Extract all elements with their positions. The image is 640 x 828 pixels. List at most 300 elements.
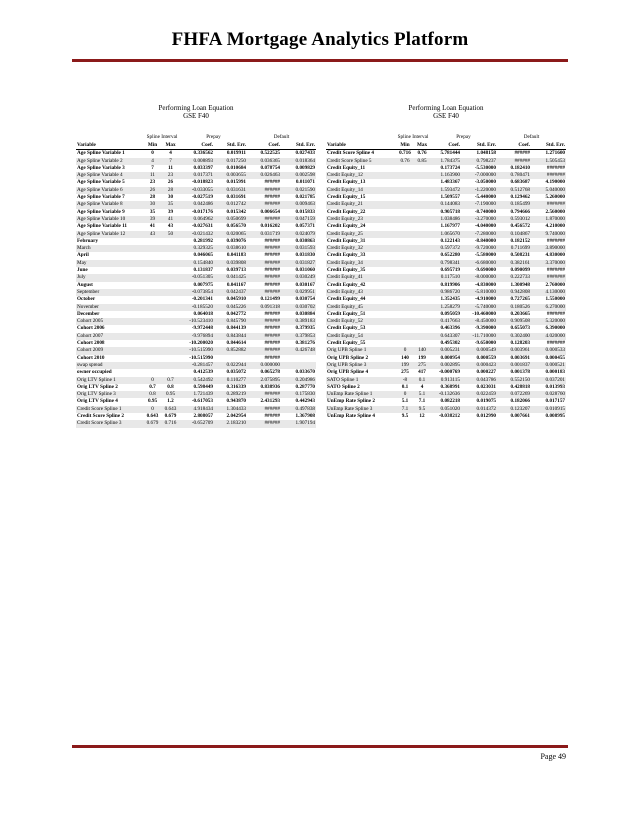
value-cell: ####### [546, 164, 565, 171]
value-cell [281, 355, 316, 362]
value-cell: 0.000549 [461, 347, 497, 354]
value-cell: 0.017250 [214, 158, 247, 165]
value-cell: 1.907194 [281, 420, 316, 427]
variable-name-cell: Age Spline Variable 2 [76, 158, 144, 165]
column-header: Std. Err. [461, 142, 497, 150]
value-cell: 0.010684 [226, 164, 246, 171]
value-cell: -8.840000 [474, 237, 496, 244]
value-cell: 0.001378 [510, 369, 530, 376]
value-cell: 140 [401, 354, 409, 361]
variable-name-cell: Credit Equity_53 [327, 325, 366, 332]
value-cell: 9.5 [414, 406, 430, 413]
table-row [76, 260, 316, 267]
value-cell: 0.144083 [430, 201, 461, 208]
value-cell [161, 325, 180, 332]
value-cell: 140 [414, 347, 430, 354]
value-cell: 0.016202 [260, 223, 280, 230]
value-cell: ###### [264, 252, 280, 259]
value-cell: 0.064018 [193, 310, 213, 317]
variable-name-cell: Credit Equity_32 [326, 245, 396, 252]
value-cell: 0.131837 [193, 267, 213, 274]
table-row [76, 391, 316, 398]
variable-name-cell: May [76, 260, 144, 267]
value-cell: 0.019911 [226, 150, 246, 157]
variable-name-cell: February [77, 237, 99, 244]
value-cell: -9.650000 [474, 340, 496, 347]
value-cell [396, 209, 414, 216]
value-cell: ###### [264, 267, 280, 274]
value-cell [396, 223, 414, 230]
table-row [76, 252, 316, 259]
value-cell: -8.740000 [474, 208, 496, 215]
value-cell: 1.065670 [430, 231, 461, 238]
value-cell: 0.110277 [214, 377, 247, 384]
value-cell: -0.033055 [180, 187, 214, 194]
value-cell: ###### [247, 318, 281, 325]
value-cell: 1.483367 [440, 179, 460, 186]
column-header-row [76, 142, 316, 150]
variable-name-cell: Orig LTV Spline 3 [76, 391, 144, 398]
value-cell: 0.031631 [214, 187, 247, 194]
value-cell [281, 362, 316, 369]
value-cell: 11 [144, 172, 161, 179]
table-row [326, 413, 566, 420]
value-cell: ####### [531, 201, 566, 208]
value-cell: 1.550000 [545, 296, 565, 303]
variable-name-cell: Cohort 2010 [77, 354, 105, 361]
value-cell: 0.031691 [226, 194, 246, 201]
value-cell: 0.655073 [510, 325, 530, 332]
value-cell: 0.281992 [193, 237, 213, 244]
value-cell: ###### [264, 310, 280, 317]
variable-name-cell: Credit Equity_52 [326, 318, 396, 325]
value-cell [396, 260, 414, 267]
value-cell: 0.716 [399, 150, 411, 157]
table-row [76, 209, 316, 216]
variable-name-cell: October [77, 296, 96, 303]
variable-name-cell: Age Spline Variable 4 [76, 172, 144, 179]
value-cell [144, 260, 161, 267]
value-cell [144, 325, 161, 332]
value-cell: 0.041167 [226, 281, 246, 288]
value-cell [414, 267, 430, 274]
value-cell: -7.280000 [461, 231, 497, 238]
value-cell: 0.593012 [497, 216, 531, 223]
value-cell: 0.913115 [430, 377, 461, 384]
value-cell: 0.056570 [226, 223, 246, 230]
table-row [326, 172, 566, 179]
value-cell [144, 333, 161, 340]
variable-name-cell: SATO Spline 2 [327, 383, 360, 390]
value-cell: 0.679 [144, 420, 161, 427]
value-cell: 0.000000 [247, 362, 281, 369]
value-cell [396, 238, 414, 245]
value-cell: 0.002895 [430, 362, 461, 369]
value-cell: 2.808057 [193, 412, 213, 419]
value-cell: 0.117510 [430, 274, 461, 281]
table-row [76, 194, 316, 201]
value-cell: ###### [264, 237, 280, 244]
value-cell: 1.163900 [430, 172, 461, 179]
value-cell: 0.711699 [497, 245, 531, 252]
value-cell: 2.560000 [545, 208, 565, 215]
value-cell: 0.643 [161, 406, 180, 413]
value-cell: 0.679 [164, 412, 177, 419]
value-cell: 0.000227 [476, 369, 496, 376]
value-cell: 0.497838 [281, 406, 316, 413]
value-cell [414, 333, 430, 340]
value-cell: 0.007975 [193, 281, 213, 288]
table-body-left [76, 150, 316, 428]
value-cell [396, 172, 414, 179]
value-cell: 39 [144, 216, 161, 223]
value-cell [144, 304, 161, 311]
value-cell: 1.784375 [430, 158, 461, 165]
value-cell [414, 172, 430, 179]
value-cell: 1.367908 [295, 412, 315, 419]
table-row [76, 384, 316, 391]
value-cell: 0.289219 [214, 391, 247, 398]
value-cell: ####### [546, 310, 565, 317]
value-cell: 0.042486 [180, 201, 214, 208]
variable-name-cell: Credit Equity_54 [326, 333, 396, 340]
value-cell: 0.000183 [545, 369, 565, 376]
table-row [76, 325, 316, 332]
panel-title: Performing Loan Equation [408, 104, 484, 112]
variable-name-cell: July [76, 274, 144, 281]
value-cell: 275 [414, 362, 430, 369]
panel-subtitle: GSE F40 [433, 112, 459, 120]
value-cell [414, 179, 430, 186]
value-cell: 4.130000 [531, 289, 566, 296]
value-cell: 23 [149, 179, 156, 186]
variable-name-cell: September [76, 289, 144, 296]
value-cell [144, 296, 161, 303]
value-cell: 0.003691 [510, 354, 530, 361]
value-cell: 0.017371 [180, 172, 214, 179]
column-header: Variable [326, 142, 396, 150]
variable-name-cell: Age Spline Variable 7 [77, 194, 125, 201]
value-cell: 1.505453 [531, 158, 566, 165]
table-row [76, 201, 316, 208]
value-cell [414, 216, 430, 223]
value-cell: 0.943870 [226, 398, 246, 405]
variable-name-cell: UnEmp Rate Spline 3 [326, 406, 396, 413]
right-panel [326, 104, 566, 420]
variable-name-cell: Credit Equity_45 [326, 304, 396, 311]
value-cell: 0.050699 [214, 216, 247, 223]
value-cell: -0.281457 [180, 362, 214, 369]
variable-name-cell: Cohort 2005 [76, 318, 144, 325]
value-cell: 0.986720 [430, 289, 461, 296]
table-row [326, 384, 566, 391]
value-cell: -0.021432 [180, 231, 214, 238]
value-cell: ###### [247, 245, 281, 252]
value-cell [396, 318, 414, 325]
variable-name-cell: Orig LTV Spline 4 [77, 398, 118, 405]
value-cell: 0.031719 [247, 231, 281, 238]
value-cell [414, 223, 430, 230]
title-rule [72, 59, 568, 62]
value-cell: 4 [144, 158, 161, 165]
value-cell: 0.030249 [281, 274, 316, 281]
value-cell: ###### [247, 274, 281, 281]
value-cell: 0.7 [161, 377, 180, 384]
value-cell: 7.1 [418, 398, 426, 405]
footer-rule [72, 745, 568, 748]
value-cell: 0.844139 [226, 325, 246, 332]
value-cell: -5.740000 [461, 304, 497, 311]
table-row [326, 223, 566, 230]
table-row [76, 282, 316, 289]
value-cell: 0.597372 [430, 245, 461, 252]
value-cell: 0.042437 [214, 289, 247, 296]
value-cell: -0.073854 [180, 289, 214, 296]
value-cell: 2.075895 [247, 377, 281, 384]
value-cell: 0.128203 [510, 340, 530, 347]
value-cell: 0.015833 [295, 208, 315, 215]
table-row [326, 238, 566, 245]
value-cell: -11.710000 [461, 333, 497, 340]
value-cell: 0.015991 [226, 179, 246, 186]
value-cell: 0.727265 [510, 296, 530, 303]
value-cell: 0.85 [414, 158, 430, 165]
value-cell: 0.030884 [295, 310, 315, 317]
value-cell: ###### [264, 281, 280, 288]
value-cell [144, 282, 161, 289]
variable-name-cell: Credit Equity_33 [327, 252, 366, 259]
value-cell: 0.204986 [281, 377, 316, 384]
variable-name-cell: Orig UPB Spline 3 [326, 362, 396, 369]
variable-name-cell: Credit Equity_14 [326, 187, 396, 194]
variable-name-cell: Credit Equity_35 [327, 267, 366, 274]
value-cell [414, 165, 430, 172]
value-cell: ###### [247, 391, 281, 398]
value-cell: -0.038212 [438, 412, 460, 419]
value-cell: 1.593472 [430, 187, 461, 194]
variable-name-cell: Credit Equity_44 [327, 296, 366, 303]
value-cell: 3.890000 [531, 245, 566, 252]
value-cell: -5.440000 [474, 194, 496, 201]
column-header: Min [396, 142, 414, 150]
value-cell: 0.95 [161, 391, 180, 398]
value-cell: 0.287770 [295, 383, 315, 390]
value-cell: -10.515990 [180, 347, 214, 354]
table-row [76, 245, 316, 252]
value-cell: 0.007661 [510, 412, 530, 419]
table-row [76, 413, 316, 420]
value-cell [396, 179, 414, 186]
value-cell: -0.185520 [180, 304, 214, 311]
value-cell: -9.972448 [191, 325, 213, 332]
variable-name-cell: November [76, 304, 144, 311]
variable-name-cell: Age Spline Variable 11 [77, 223, 128, 230]
variable-name-cell: Credit Equity_41 [326, 274, 396, 281]
value-cell: 0.037201 [531, 377, 566, 384]
value-cell [144, 340, 161, 347]
variable-name-cell: Age Spline Variable 1 [77, 150, 125, 157]
value-cell: 1.167977 [440, 223, 460, 230]
value-cell [161, 274, 180, 281]
table-row [76, 398, 316, 405]
value-cell: 30 [167, 194, 174, 201]
value-cell: 0.182152 [510, 237, 530, 244]
value-cell [396, 289, 414, 296]
value-cell [414, 340, 430, 347]
value-cell: 9.740000 [531, 231, 566, 238]
value-cell: 0.942808 [497, 289, 531, 296]
value-cell: 0.006654 [260, 208, 280, 215]
variable-name-cell: Credit Equity_34 [326, 260, 396, 267]
variable-name-cell: Credit Equity_21 [326, 201, 396, 208]
value-cell: -8 [396, 377, 414, 384]
table-row [326, 377, 566, 384]
value-cell [144, 362, 161, 369]
table-row [326, 347, 566, 354]
value-cell: 5.1 [414, 391, 430, 398]
value-cell: 0.057371 [295, 223, 315, 230]
value-cell [414, 238, 430, 245]
value-cell: 0.222733 [497, 274, 531, 281]
value-cell: -0.132636 [430, 391, 461, 398]
value-cell: -1.220000 [461, 187, 497, 194]
value-cell: -0.000769 [438, 369, 460, 376]
value-cell [161, 245, 180, 252]
value-cell: 0.046065 [193, 252, 213, 259]
value-cell: ####### [546, 340, 565, 347]
value-cell: 0.014372 [461, 406, 497, 413]
value-cell [396, 296, 414, 303]
value-cell: 0.522525 [260, 150, 280, 157]
value-cell: 0.026463 [247, 172, 281, 179]
value-cell [396, 304, 414, 311]
table-row [326, 398, 566, 405]
group-header-spline: Spline Interval [146, 134, 178, 141]
group-header-row [76, 134, 316, 142]
value-cell: 0.121499 [260, 296, 280, 303]
value-cell: 0.065278 [260, 369, 280, 376]
page-title: FHFA Mortgage Analytics Platform [171, 29, 469, 50]
table-row [76, 289, 316, 296]
value-cell: 0.031830 [295, 252, 315, 259]
table-row [326, 216, 566, 223]
value-cell: 1.721439 [180, 391, 214, 398]
table-row [326, 165, 566, 172]
variable-name-cell: Credit Equity_42 [327, 281, 366, 288]
value-cell: ####### [531, 172, 566, 179]
variable-name-cell: Credit Equity_12 [326, 172, 396, 179]
table-row [76, 406, 316, 413]
value-cell: 0.794666 [510, 208, 530, 215]
value-cell: 0.182066 [510, 398, 530, 405]
table-row [326, 311, 566, 318]
value-cell: 0.017157 [545, 398, 565, 405]
value-cell: 5.040000 [531, 187, 566, 194]
table-row [326, 362, 566, 369]
value-cell: ###### [497, 158, 531, 165]
value-cell: -0.652709 [180, 420, 214, 427]
value-cell: 0.091318 [247, 304, 281, 311]
value-cell: 35 [161, 201, 180, 208]
value-cell: 0.039713 [226, 267, 246, 274]
table-row [326, 289, 566, 296]
value-cell: 0.027433 [295, 150, 315, 157]
value-cell: 41 [149, 223, 156, 230]
value-cell: -4.830000 [474, 281, 496, 288]
value-cell [144, 369, 161, 376]
variable-name-cell: Age Spline Variable 3 [77, 164, 125, 171]
variable-name-cell: August [77, 281, 93, 288]
column-header: Std. Err. [531, 142, 566, 150]
value-cell [161, 289, 180, 296]
value-cell: 2.431293 [260, 398, 280, 405]
value-cell: 7 [161, 158, 180, 165]
table-row [76, 296, 316, 303]
value-cell: 4.918434 [180, 406, 214, 413]
value-cell: 0.598449 [193, 383, 213, 390]
value-cell: 0.028760 [531, 391, 566, 398]
variable-name-cell: SATO Spline 1 [326, 377, 396, 384]
column-header: Coef. [430, 142, 461, 150]
value-cell: 0.013993 [545, 383, 565, 390]
table-row [326, 369, 566, 376]
value-cell: 275 [401, 369, 409, 376]
value-cell: 0.368991 [440, 383, 460, 390]
value-cell [144, 252, 161, 259]
value-cell: 0.542492 [180, 377, 214, 384]
value-cell: 0.852882 [214, 347, 247, 354]
value-cell: -5.530000 [474, 164, 496, 171]
table-row [326, 252, 566, 259]
value-cell: 0.033397 [193, 164, 213, 171]
table-row [76, 304, 316, 311]
value-cell: 0.038610 [214, 245, 247, 252]
value-cell: 0.456572 [510, 223, 530, 230]
variable-name-cell: UnEmp Rate Spline 4 [327, 412, 375, 419]
value-cell: 0.022459 [461, 391, 497, 398]
value-cell: 0.76 [417, 150, 427, 157]
group-header-row [326, 134, 566, 142]
value-cell: 0.643 [146, 412, 159, 419]
value-cell: 50 [161, 231, 180, 238]
value-cell: -0.617053 [191, 398, 213, 405]
value-cell: 0.843844 [214, 333, 247, 340]
table-row [76, 165, 316, 172]
value-cell: 6.270000 [531, 304, 566, 311]
table-row [76, 318, 316, 325]
value-cell: 0.203665 [510, 310, 530, 317]
value-cell [414, 304, 430, 311]
value-cell: 0.838936 [260, 383, 280, 390]
value-cell: ###### [264, 354, 280, 361]
value-cell: 0.845790 [214, 318, 247, 325]
value-cell: -8.450000 [461, 318, 497, 325]
value-cell: 0.123207 [497, 406, 531, 413]
value-cell: 1.870000 [531, 216, 566, 223]
value-cell: 0.039076 [226, 237, 246, 244]
variable-name-cell: Orig LTV Spline 2 [77, 383, 118, 390]
value-cell: 43 [144, 231, 161, 238]
value-cell: 0.008995 [545, 412, 565, 419]
value-cell: 0.495302 [440, 340, 460, 347]
value-cell: 1.300948 [510, 281, 530, 288]
variable-name-cell: Cohort 2009 [76, 347, 144, 354]
value-cell: 0.078754 [260, 164, 280, 171]
value-cell: -10.460000 [472, 310, 496, 317]
value-cell: 0.379853 [281, 333, 316, 340]
value-cell: ###### [264, 194, 280, 201]
variable-name-cell: Credit Score Spline 1 [76, 406, 144, 413]
